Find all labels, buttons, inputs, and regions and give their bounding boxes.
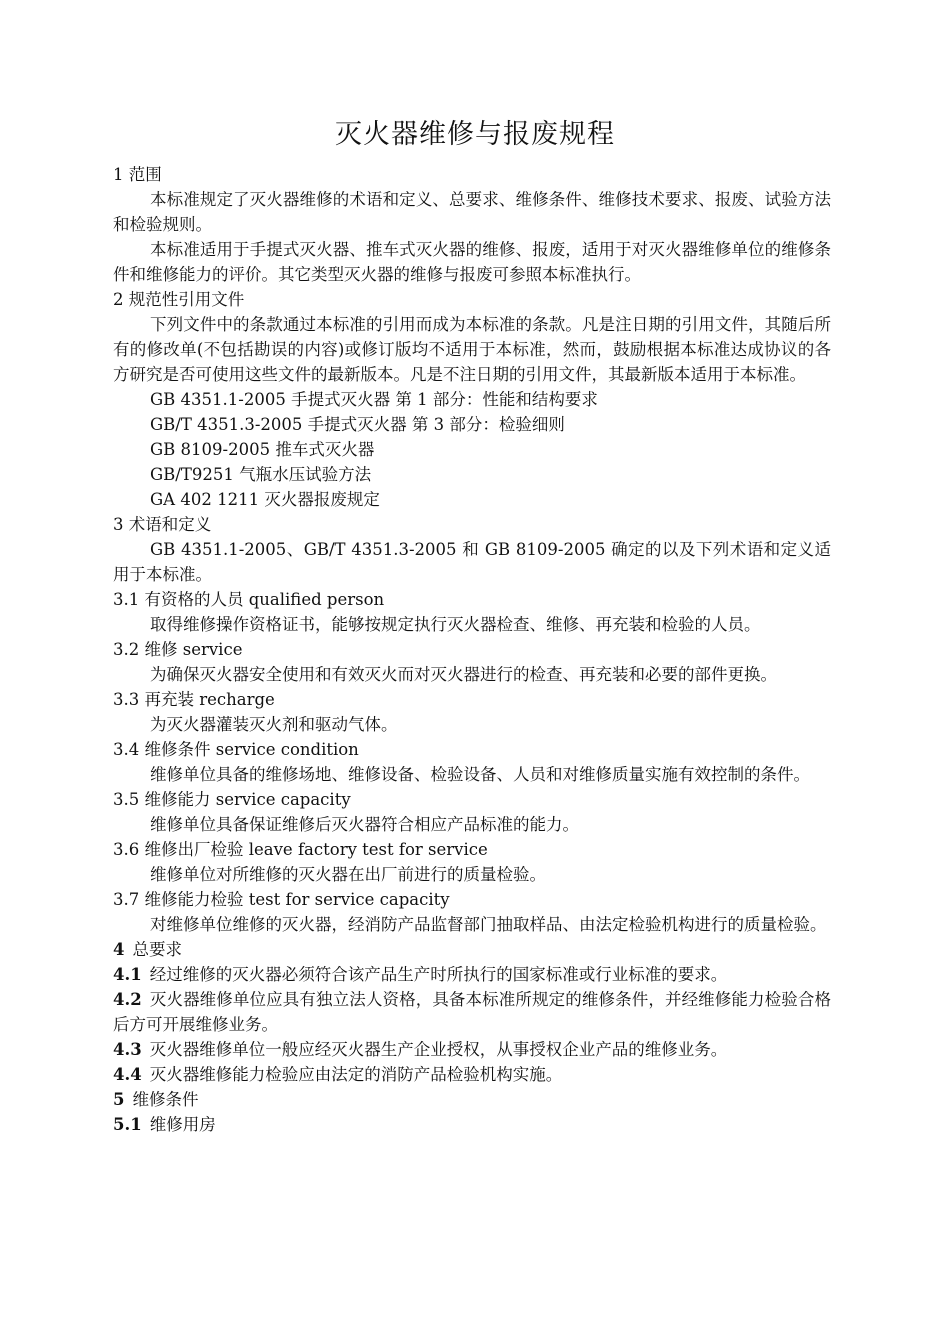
document-body (113, 162, 831, 1137)
term-definition: 维修单位对所维修的灭火器在出厂前进行的质量检验。 (150, 865, 546, 884)
reference-item: GB 8109-2005 推车式灭火器 (150, 440, 375, 459)
clause (113, 1037, 831, 1062)
term-definition: 维修单位具备的维修场地、维修设备、检验设备、人员和对维修质量实施有效控制的条件。 (150, 765, 810, 784)
clause-number: 4.2 (113, 990, 142, 1009)
clause (113, 1062, 831, 1087)
clause-text: 经过维修的灭火器必须符合该产品生产时所执行的国家标准或行业标准的要求。 (149, 965, 728, 984)
term-heading: 3.5 维修能力 service capacity (113, 790, 351, 809)
clause (113, 987, 831, 1037)
section-heading: 3 术语和定义 (113, 515, 212, 534)
term-heading: 3.7 维修能力检验 test for service capacity (113, 890, 450, 909)
clause-text: 维修用房 (149, 1115, 216, 1134)
section-title: 维修条件 (132, 1090, 199, 1109)
paragraph: GB 4351.1-2005、GB/T 4351.3-2005 和 GB 8109-2005 确定的以及下列术语和定义适用于本标准。 (113, 540, 831, 584)
section-title: 总要求 (132, 940, 182, 959)
clause-text: 灭火器维修能力检验应由法定的消防产品检验机构实施。 (149, 1065, 563, 1084)
term-definition: 为灭火器灌装灭火剂和驱动气体。 (150, 715, 398, 734)
section-heading: 1 范围 (113, 165, 162, 184)
term-heading: 3.4 维修条件 service condition (113, 740, 359, 759)
clause-text: 灭火器维修单位应具有独立法人资格，具备本标准所规定的维修条件，并经维修能力检验合格后方可开展维修业务。 (113, 990, 831, 1034)
paragraph: 本标准规定了灭火器维修的术语和定义、总要求、维修条件、维修技术要求、报废、试验方法和检验规则。 (113, 190, 831, 234)
section-number: 4 (113, 940, 125, 959)
term-definition: 对维修单位维修的灭火器，经消防产品监督部门抽取样品、由法定检验机构进行的质量检验。 (150, 915, 827, 934)
clause (113, 962, 831, 987)
reference-item: GB 4351.1-2005 手提式灭火器 第 1 部分：性能和结构要求 (150, 390, 598, 409)
reference-item: GB/T9251 气瓶水压试验方法 (150, 465, 372, 484)
paragraph: 本标准适用于手提式灭火器、推车式灭火器的维修、报废，适用于对灭火器维修单位的维修条件和维修能力的评价。其它类型灭火器的维修与报废可参照本标准执行。 (113, 240, 831, 284)
clause (113, 1112, 831, 1137)
term-heading: 3.2 维修 service (113, 640, 243, 659)
term-definition: 维修单位具备保证维修后灭火器符合相应产品标准的能力。 (150, 815, 579, 834)
section-number: 5 (113, 1090, 125, 1109)
term-definition: 取得维修操作资格证书，能够按规定执行灭火器检查、维修、再充装和检验的人员。 (150, 615, 761, 634)
clause-number: 4.3 (113, 1040, 142, 1059)
clause-number: 4.1 (113, 965, 142, 984)
term-heading: 3.6 维修出厂检验 leave factory test for service (113, 840, 488, 859)
section-heading (113, 1087, 831, 1112)
clause-number: 4.4 (113, 1065, 142, 1084)
term-heading: 3.1 有资格的人员 qualified person (113, 590, 385, 609)
clause-number: 5.1 (113, 1115, 142, 1134)
term-heading: 3.3 再充装 recharge (113, 690, 275, 709)
clause-text: 灭火器维修单位一般应经灭火器生产企业授权，从事授权企业产品的维修业务。 (149, 1040, 728, 1059)
reference-item: GA 402 1211 灭火器报废规定 (150, 490, 380, 509)
paragraph: 下列文件中的条款通过本标准的引用而成为本标准的条款。凡是注日期的引用文件，其随后所有的修改单(不包括勘误的内容)或修订版均不适用于本标准，然而，鼓励根据本标准达成协议的各方研究是否可使用这些文件的最新版本。凡是不注日期的引用文件，其最新版本适用于本标准。 (113, 315, 831, 384)
section-heading (113, 937, 831, 962)
reference-item: GB/T 4351.3-2005 手提式灭火器 第 3 部分：检验细则 (150, 415, 565, 434)
document-title: 灭火器维修与报废规程 (335, 119, 615, 150)
term-definition: 为确保灭火器安全使用和有效灭火而对灭火器进行的检查、再充装和必要的部件更换。 (150, 665, 777, 684)
section-heading: 2 规范性引用文件 (113, 290, 245, 309)
